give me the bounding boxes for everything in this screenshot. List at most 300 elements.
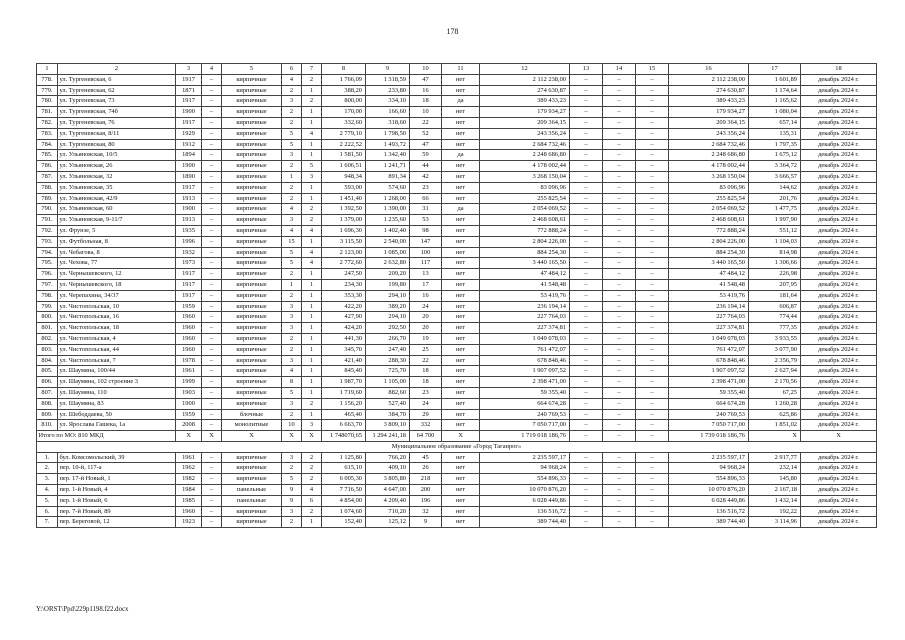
table-cell: нет bbox=[442, 377, 480, 388]
table-cell: 593,00 bbox=[322, 182, 366, 193]
table-cell: 1 451,40 bbox=[322, 193, 366, 204]
table-cell: – bbox=[636, 182, 669, 193]
table-cell: – bbox=[202, 171, 222, 182]
table-cell: – bbox=[202, 182, 222, 193]
table-cell: 4 bbox=[302, 258, 322, 269]
table-cell: 1962 bbox=[176, 463, 202, 474]
table-cell: – bbox=[570, 96, 603, 107]
table-cell: 1 379,00 bbox=[322, 215, 366, 226]
table-cell: ул. Ульяновская, 60 bbox=[58, 204, 176, 215]
table-cell: – bbox=[603, 377, 636, 388]
table-cell: ул. Чистопольская, 4 bbox=[58, 333, 176, 344]
table-cell: 200 bbox=[410, 485, 442, 496]
table-cell: 1 bbox=[302, 236, 322, 247]
table-cell: 3 077,90 bbox=[749, 344, 801, 355]
table-cell: 66 bbox=[410, 193, 442, 204]
table-cell: – bbox=[636, 236, 669, 247]
table-row bbox=[37, 366, 877, 377]
table-cell: 2 222,52 bbox=[322, 139, 366, 150]
table-cell: 409,10 bbox=[366, 463, 410, 474]
table-cell: 1 797,35 bbox=[749, 139, 801, 150]
table-cell: 44 bbox=[410, 161, 442, 172]
table-cell: 389,20 bbox=[366, 301, 410, 312]
table-row bbox=[37, 85, 877, 96]
table-cell: 1 235,60 bbox=[366, 215, 410, 226]
table-cell: 1. bbox=[37, 452, 58, 463]
table-cell: 13 bbox=[570, 64, 603, 75]
table-cell: 1 493,72 bbox=[366, 139, 410, 150]
table-cell: 1 105,00 bbox=[366, 377, 410, 388]
table-cell: 179 934,27 bbox=[480, 107, 570, 118]
table-cell: 4 647,00 bbox=[366, 485, 410, 496]
table-cell: 2 468 608,61 bbox=[480, 215, 570, 226]
table-cell: 18 bbox=[410, 96, 442, 107]
table-cell: 15 bbox=[282, 236, 302, 247]
table-cell: 2 632,80 bbox=[366, 258, 410, 269]
table-cell: 2008 bbox=[176, 420, 202, 431]
table-cell: 7 716,50 bbox=[322, 485, 366, 496]
table-cell: – bbox=[570, 269, 603, 280]
table-cell: – bbox=[603, 258, 636, 269]
table-cell: нет bbox=[442, 463, 480, 474]
table-cell: 1961 bbox=[176, 366, 202, 377]
table-cell: пер. 10-й, 117-а bbox=[58, 463, 176, 474]
table-cell: 1 bbox=[302, 344, 322, 355]
table-cell: 1 bbox=[302, 409, 322, 420]
table-cell: 2 bbox=[282, 107, 302, 118]
table-cell: кирпичные bbox=[222, 258, 282, 269]
table-cell: 6 028 449,86 bbox=[669, 495, 749, 506]
table-cell: – bbox=[603, 279, 636, 290]
table-cell: 1 392,50 bbox=[322, 204, 366, 215]
table-cell: 144,62 bbox=[749, 182, 801, 193]
table-cell: 1917 bbox=[176, 182, 202, 193]
table-cell: 13 bbox=[410, 269, 442, 280]
table-cell: – bbox=[570, 128, 603, 139]
table-cell: 255 825,54 bbox=[669, 193, 749, 204]
table-cell: 1871 bbox=[176, 85, 202, 96]
table-cell: 2 bbox=[302, 398, 322, 409]
table-cell: 9 bbox=[282, 485, 302, 496]
table-cell: 761 472,07 bbox=[669, 344, 749, 355]
table-cell: 2 bbox=[282, 193, 302, 204]
table-cell: 135,31 bbox=[749, 128, 801, 139]
table-cell: 6 028 449,86 bbox=[480, 495, 570, 506]
table-cell: – bbox=[570, 117, 603, 128]
table-row bbox=[37, 452, 877, 463]
table-cell: – bbox=[570, 366, 603, 377]
table-cell: – bbox=[570, 495, 603, 506]
table-cell: 1 bbox=[302, 279, 322, 290]
table-cell: – bbox=[202, 236, 222, 247]
table-cell: 345,70 bbox=[322, 344, 366, 355]
table-cell: 1 bbox=[302, 301, 322, 312]
table-cell: 292,50 bbox=[366, 323, 410, 334]
table-cell: 288,30 bbox=[366, 355, 410, 366]
table-cell: 5 bbox=[282, 247, 302, 258]
table-cell: 1 085,00 bbox=[366, 247, 410, 258]
table-cell: декабрь 2024 г. bbox=[801, 463, 877, 474]
table-cell: – bbox=[603, 117, 636, 128]
table-cell: – bbox=[603, 485, 636, 496]
table-cell: – bbox=[603, 398, 636, 409]
table-cell: – bbox=[603, 409, 636, 420]
table-cell: кирпичные bbox=[222, 96, 282, 107]
table-cell: 41 548,48 bbox=[669, 279, 749, 290]
table-cell: 4 178 002,44 bbox=[480, 161, 570, 172]
table-cell: 389 433,23 bbox=[480, 96, 570, 107]
table-cell: – bbox=[202, 117, 222, 128]
table-row bbox=[37, 420, 877, 431]
table-row bbox=[37, 247, 877, 258]
table-cell: 94 968,24 bbox=[669, 463, 749, 474]
table-cell: 804. bbox=[37, 355, 58, 366]
table-cell: – bbox=[603, 452, 636, 463]
table-cell: 24 bbox=[410, 398, 442, 409]
table-row bbox=[37, 474, 877, 485]
table-row bbox=[37, 236, 877, 247]
table-cell: 1917 bbox=[176, 74, 202, 85]
table-cell: 32 bbox=[410, 506, 442, 517]
table-cell: 4 178 002,44 bbox=[669, 161, 749, 172]
table-cell: 1 342,40 bbox=[366, 150, 410, 161]
table-cell: пер. 7-й Новый, 89 bbox=[58, 506, 176, 517]
table-cell: – bbox=[603, 323, 636, 334]
table-cell: декабрь 2024 г. bbox=[801, 409, 877, 420]
table-cell: 2 054 069,52 bbox=[669, 204, 749, 215]
section-title-row bbox=[37, 441, 877, 452]
table-cell: X bbox=[282, 431, 302, 442]
table-cell: 2 684 732,46 bbox=[480, 139, 570, 150]
table-cell: 196 bbox=[410, 495, 442, 506]
table-cell: 2 398 471,00 bbox=[669, 377, 749, 388]
table-cell: 1 766,09 bbox=[322, 74, 366, 85]
table-cell: 1960 bbox=[176, 506, 202, 517]
table-cell: 5. bbox=[37, 495, 58, 506]
table-row bbox=[37, 290, 877, 301]
table-cell: 1900 bbox=[176, 204, 202, 215]
table-cell: кирпичные bbox=[222, 452, 282, 463]
table-cell: 5 bbox=[282, 474, 302, 485]
table-cell: – bbox=[603, 495, 636, 506]
table-cell: 5 bbox=[282, 258, 302, 269]
table-cell: – bbox=[636, 247, 669, 258]
table-cell: 2 bbox=[302, 204, 322, 215]
table-cell: 274 630,87 bbox=[480, 85, 570, 96]
table-cell: 1932 bbox=[176, 247, 202, 258]
table-cell: 199,80 bbox=[366, 279, 410, 290]
table-cell: 47 bbox=[410, 139, 442, 150]
table-cell: 240 769,53 bbox=[480, 409, 570, 420]
table-row bbox=[37, 409, 877, 420]
table-cell: 1912 bbox=[176, 139, 202, 150]
table-cell: – bbox=[202, 323, 222, 334]
table-cell: кирпичные bbox=[222, 355, 282, 366]
table-cell: 2 248 686,80 bbox=[669, 150, 749, 161]
table-cell: 83 096,96 bbox=[480, 182, 570, 193]
table-cell: – bbox=[570, 247, 603, 258]
table-cell: 1 125,80 bbox=[322, 452, 366, 463]
table-cell: 3 bbox=[282, 452, 302, 463]
table-row bbox=[37, 269, 877, 280]
table-cell: 5 bbox=[282, 387, 302, 398]
table-cell: 781. bbox=[37, 107, 58, 118]
table-cell: – bbox=[570, 258, 603, 269]
table-cell: – bbox=[603, 247, 636, 258]
table-cell: – bbox=[202, 387, 222, 398]
table-cell: 772 888,24 bbox=[669, 225, 749, 236]
table-cell: кирпичные bbox=[222, 377, 282, 388]
table-cell: – bbox=[603, 301, 636, 312]
table-cell: 2 bbox=[302, 474, 322, 485]
table-cell: 807. bbox=[37, 387, 58, 398]
table-cell: – bbox=[603, 344, 636, 355]
table-cell: – bbox=[202, 495, 222, 506]
table-cell: 554 896,33 bbox=[669, 474, 749, 485]
table-cell: ул. Тургеневская, 80 bbox=[58, 139, 176, 150]
table-cell: – bbox=[202, 139, 222, 150]
table-cell: 7 050 717,00 bbox=[669, 420, 749, 431]
table-cell: – bbox=[202, 225, 222, 236]
table-cell: 1 bbox=[302, 150, 322, 161]
table-cell: 1978 bbox=[176, 355, 202, 366]
table-cell: 1 748070,65 bbox=[322, 431, 366, 442]
table-cell: ул. Чистопольская, 10 bbox=[58, 301, 176, 312]
table-cell: нет bbox=[442, 452, 480, 463]
table-cell: 1 318,59 bbox=[366, 74, 410, 85]
table-cell: 16 bbox=[410, 85, 442, 96]
table-cell: – bbox=[570, 204, 603, 215]
table-cell: 136 516,72 bbox=[480, 506, 570, 517]
table-cell: нет bbox=[442, 495, 480, 506]
table-cell: да bbox=[442, 150, 480, 161]
table-cell: кирпичные bbox=[222, 344, 282, 355]
table-cell: 318,60 bbox=[366, 117, 410, 128]
table-cell: 780. bbox=[37, 96, 58, 107]
table-cell: 3 bbox=[302, 171, 322, 182]
table-cell: 1 997,90 bbox=[749, 215, 801, 226]
table-cell: – bbox=[636, 171, 669, 182]
table-cell: – bbox=[636, 290, 669, 301]
table-cell: ул. Футбольная, 8 bbox=[58, 236, 176, 247]
table-cell: 64 700 bbox=[410, 431, 442, 442]
table-cell: декабрь 2024 г. bbox=[801, 204, 877, 215]
table-cell: – bbox=[636, 333, 669, 344]
table-cell: нет bbox=[442, 182, 480, 193]
table-cell: – bbox=[570, 161, 603, 172]
table-cell: 2 235 597,17 bbox=[669, 452, 749, 463]
table-cell: ул. Ярослава Гашека, 1а bbox=[58, 420, 176, 431]
table-cell: – bbox=[603, 85, 636, 96]
table-cell: 332,60 bbox=[322, 117, 366, 128]
table-cell: нет bbox=[442, 323, 480, 334]
table-cell: – bbox=[570, 236, 603, 247]
table-cell: – bbox=[202, 269, 222, 280]
table-cell: 2 bbox=[282, 290, 302, 301]
table-cell: – bbox=[636, 85, 669, 96]
table-cell: – bbox=[636, 323, 669, 334]
table-cell: 779. bbox=[37, 85, 58, 96]
table-cell: декабрь 2024 г. bbox=[801, 474, 877, 485]
table-row bbox=[37, 150, 877, 161]
table-cell: 3 bbox=[282, 312, 302, 323]
table-cell: 1929 bbox=[176, 128, 202, 139]
table-cell: 2 bbox=[302, 452, 322, 463]
housing-table bbox=[36, 63, 877, 528]
table-cell: 3 440 165,50 bbox=[480, 258, 570, 269]
table-cell: – bbox=[636, 420, 669, 431]
table-cell: – bbox=[202, 107, 222, 118]
table-cell: 117 bbox=[410, 258, 442, 269]
table-cell: 761 472,07 bbox=[480, 344, 570, 355]
table-cell: 2 917,77 bbox=[749, 452, 801, 463]
table-cell: 801. bbox=[37, 323, 58, 334]
table-cell: кирпичные bbox=[222, 74, 282, 85]
table-cell: – bbox=[570, 344, 603, 355]
table-cell: 606,87 bbox=[749, 301, 801, 312]
table-cell: ул. Чебагова, 8 bbox=[58, 247, 176, 258]
table-cell: 16 bbox=[410, 290, 442, 301]
table-cell: – bbox=[570, 355, 603, 366]
table-cell: ул. Шебоддаева, 50 bbox=[58, 409, 176, 420]
table-cell: 1961 bbox=[176, 452, 202, 463]
table-cell: 207,95 bbox=[749, 279, 801, 290]
table-cell: 782. bbox=[37, 117, 58, 128]
file-path-footer: Y:\ORST\Ppd\229p1198.f22.docx bbox=[36, 606, 129, 613]
table-cell: 710,20 bbox=[366, 506, 410, 517]
table-cell: – bbox=[636, 495, 669, 506]
table-cell: 789. bbox=[37, 193, 58, 204]
table-cell: 53 419,76 bbox=[480, 290, 570, 301]
table-cell: 2 772,60 bbox=[322, 258, 366, 269]
table-cell: кирпичные bbox=[222, 85, 282, 96]
table-cell: 1982 bbox=[176, 474, 202, 485]
table-cell: 1 719 018 186,76 bbox=[480, 431, 570, 442]
table-cell: 795. bbox=[37, 258, 58, 269]
table-cell: 664 674,28 bbox=[669, 398, 749, 409]
table-cell: 233,80 bbox=[366, 85, 410, 96]
table-cell: 3 115,50 bbox=[322, 236, 366, 247]
table-cell: пер. 17-й Новый, 1 bbox=[58, 474, 176, 485]
table-cell: – bbox=[570, 323, 603, 334]
table-cell: нет bbox=[442, 258, 480, 269]
table-cell: кирпичные bbox=[222, 366, 282, 377]
table-cell: – bbox=[570, 485, 603, 496]
table-cell: 4 bbox=[282, 204, 302, 215]
table-row bbox=[37, 258, 877, 269]
table-cell: 389 744,40 bbox=[480, 517, 570, 528]
table-cell: 802. bbox=[37, 333, 58, 344]
table-cell: 2 235 597,17 bbox=[480, 452, 570, 463]
table-cell: декабрь 2024 г. bbox=[801, 225, 877, 236]
table-cell: 125,12 bbox=[366, 517, 410, 528]
table-cell: 2 779,10 bbox=[322, 128, 366, 139]
table-cell: нет bbox=[442, 117, 480, 128]
table-cell: 145,80 bbox=[749, 474, 801, 485]
table-cell: – bbox=[570, 452, 603, 463]
table-cell: 41 548,48 bbox=[480, 279, 570, 290]
table-cell: 9 bbox=[282, 495, 302, 506]
table-cell: 294,10 bbox=[366, 290, 410, 301]
table-row bbox=[37, 161, 877, 172]
table-cell: 2 bbox=[282, 409, 302, 420]
table-cell: 209,20 bbox=[366, 269, 410, 280]
table-cell: нет bbox=[442, 171, 480, 182]
table-cell: ул. Тургеневская, 76 bbox=[58, 117, 176, 128]
table-cell: кирпичные bbox=[222, 290, 282, 301]
table-cell: нет bbox=[442, 279, 480, 290]
table-cell: 4 bbox=[202, 64, 222, 75]
table-cell: 777,35 bbox=[749, 323, 801, 334]
table-cell: – bbox=[570, 215, 603, 226]
table-cell: 800,00 bbox=[322, 96, 366, 107]
table-cell: – bbox=[603, 215, 636, 226]
table-cell: 4 bbox=[302, 485, 322, 496]
table-cell: 809. bbox=[37, 409, 58, 420]
table-cell: 465,40 bbox=[322, 409, 366, 420]
table-cell: – bbox=[202, 193, 222, 204]
table-cell: декабрь 2024 г. bbox=[801, 355, 877, 366]
table-cell: 678 848,46 bbox=[480, 355, 570, 366]
table-cell: 2 bbox=[282, 517, 302, 528]
table-cell: – bbox=[636, 355, 669, 366]
table-cell: 1959 bbox=[176, 301, 202, 312]
table-cell: 22 bbox=[410, 117, 442, 128]
table-cell: декабрь 2024 г. bbox=[801, 193, 877, 204]
table-cell: декабрь 2024 г. bbox=[801, 74, 877, 85]
table-cell: – bbox=[202, 409, 222, 420]
table-cell: – bbox=[570, 398, 603, 409]
table-cell: 384,70 bbox=[366, 409, 410, 420]
table-cell: – bbox=[202, 312, 222, 323]
table-cell: – bbox=[636, 74, 669, 85]
table-cell: 227 374,81 bbox=[480, 323, 570, 334]
table-cell: 20 bbox=[410, 323, 442, 334]
table-cell: 243 356,24 bbox=[480, 128, 570, 139]
table-cell: бул. Комсомольский, 39 bbox=[58, 452, 176, 463]
table-cell: 1984 bbox=[176, 485, 202, 496]
table-cell: X bbox=[302, 431, 322, 442]
table-cell: – bbox=[636, 204, 669, 215]
table-cell: – bbox=[202, 420, 222, 431]
table-cell: 3 bbox=[282, 506, 302, 517]
table-cell: – bbox=[636, 344, 669, 355]
table-cell: – bbox=[202, 85, 222, 96]
table-cell: 1 260,28 bbox=[749, 398, 801, 409]
table-cell: 47 484,12 bbox=[480, 269, 570, 280]
table-cell: – bbox=[636, 463, 669, 474]
table-cell: 1917 bbox=[176, 279, 202, 290]
table-cell: 1 432,14 bbox=[749, 495, 801, 506]
table-cell: нет bbox=[442, 290, 480, 301]
table-cell: 389 433,23 bbox=[669, 96, 749, 107]
table-cell: – bbox=[570, 333, 603, 344]
table-cell: – bbox=[603, 474, 636, 485]
table-cell: 1 719,60 bbox=[322, 387, 366, 398]
table-cell: – bbox=[202, 474, 222, 485]
table-cell: ул. Ульяновская, 10/5 bbox=[58, 150, 176, 161]
table-cell: 7. bbox=[37, 517, 58, 528]
table-cell: 59 bbox=[410, 150, 442, 161]
table-cell: 45 bbox=[410, 452, 442, 463]
table-row bbox=[37, 139, 877, 150]
table-cell: 152,40 bbox=[322, 517, 366, 528]
table-cell: 1 bbox=[302, 193, 322, 204]
table-cell: 227 764,03 bbox=[669, 312, 749, 323]
table-cell: 1 080,04 bbox=[749, 107, 801, 118]
table-cell: 884 254,30 bbox=[480, 247, 570, 258]
table-cell: нет bbox=[442, 193, 480, 204]
